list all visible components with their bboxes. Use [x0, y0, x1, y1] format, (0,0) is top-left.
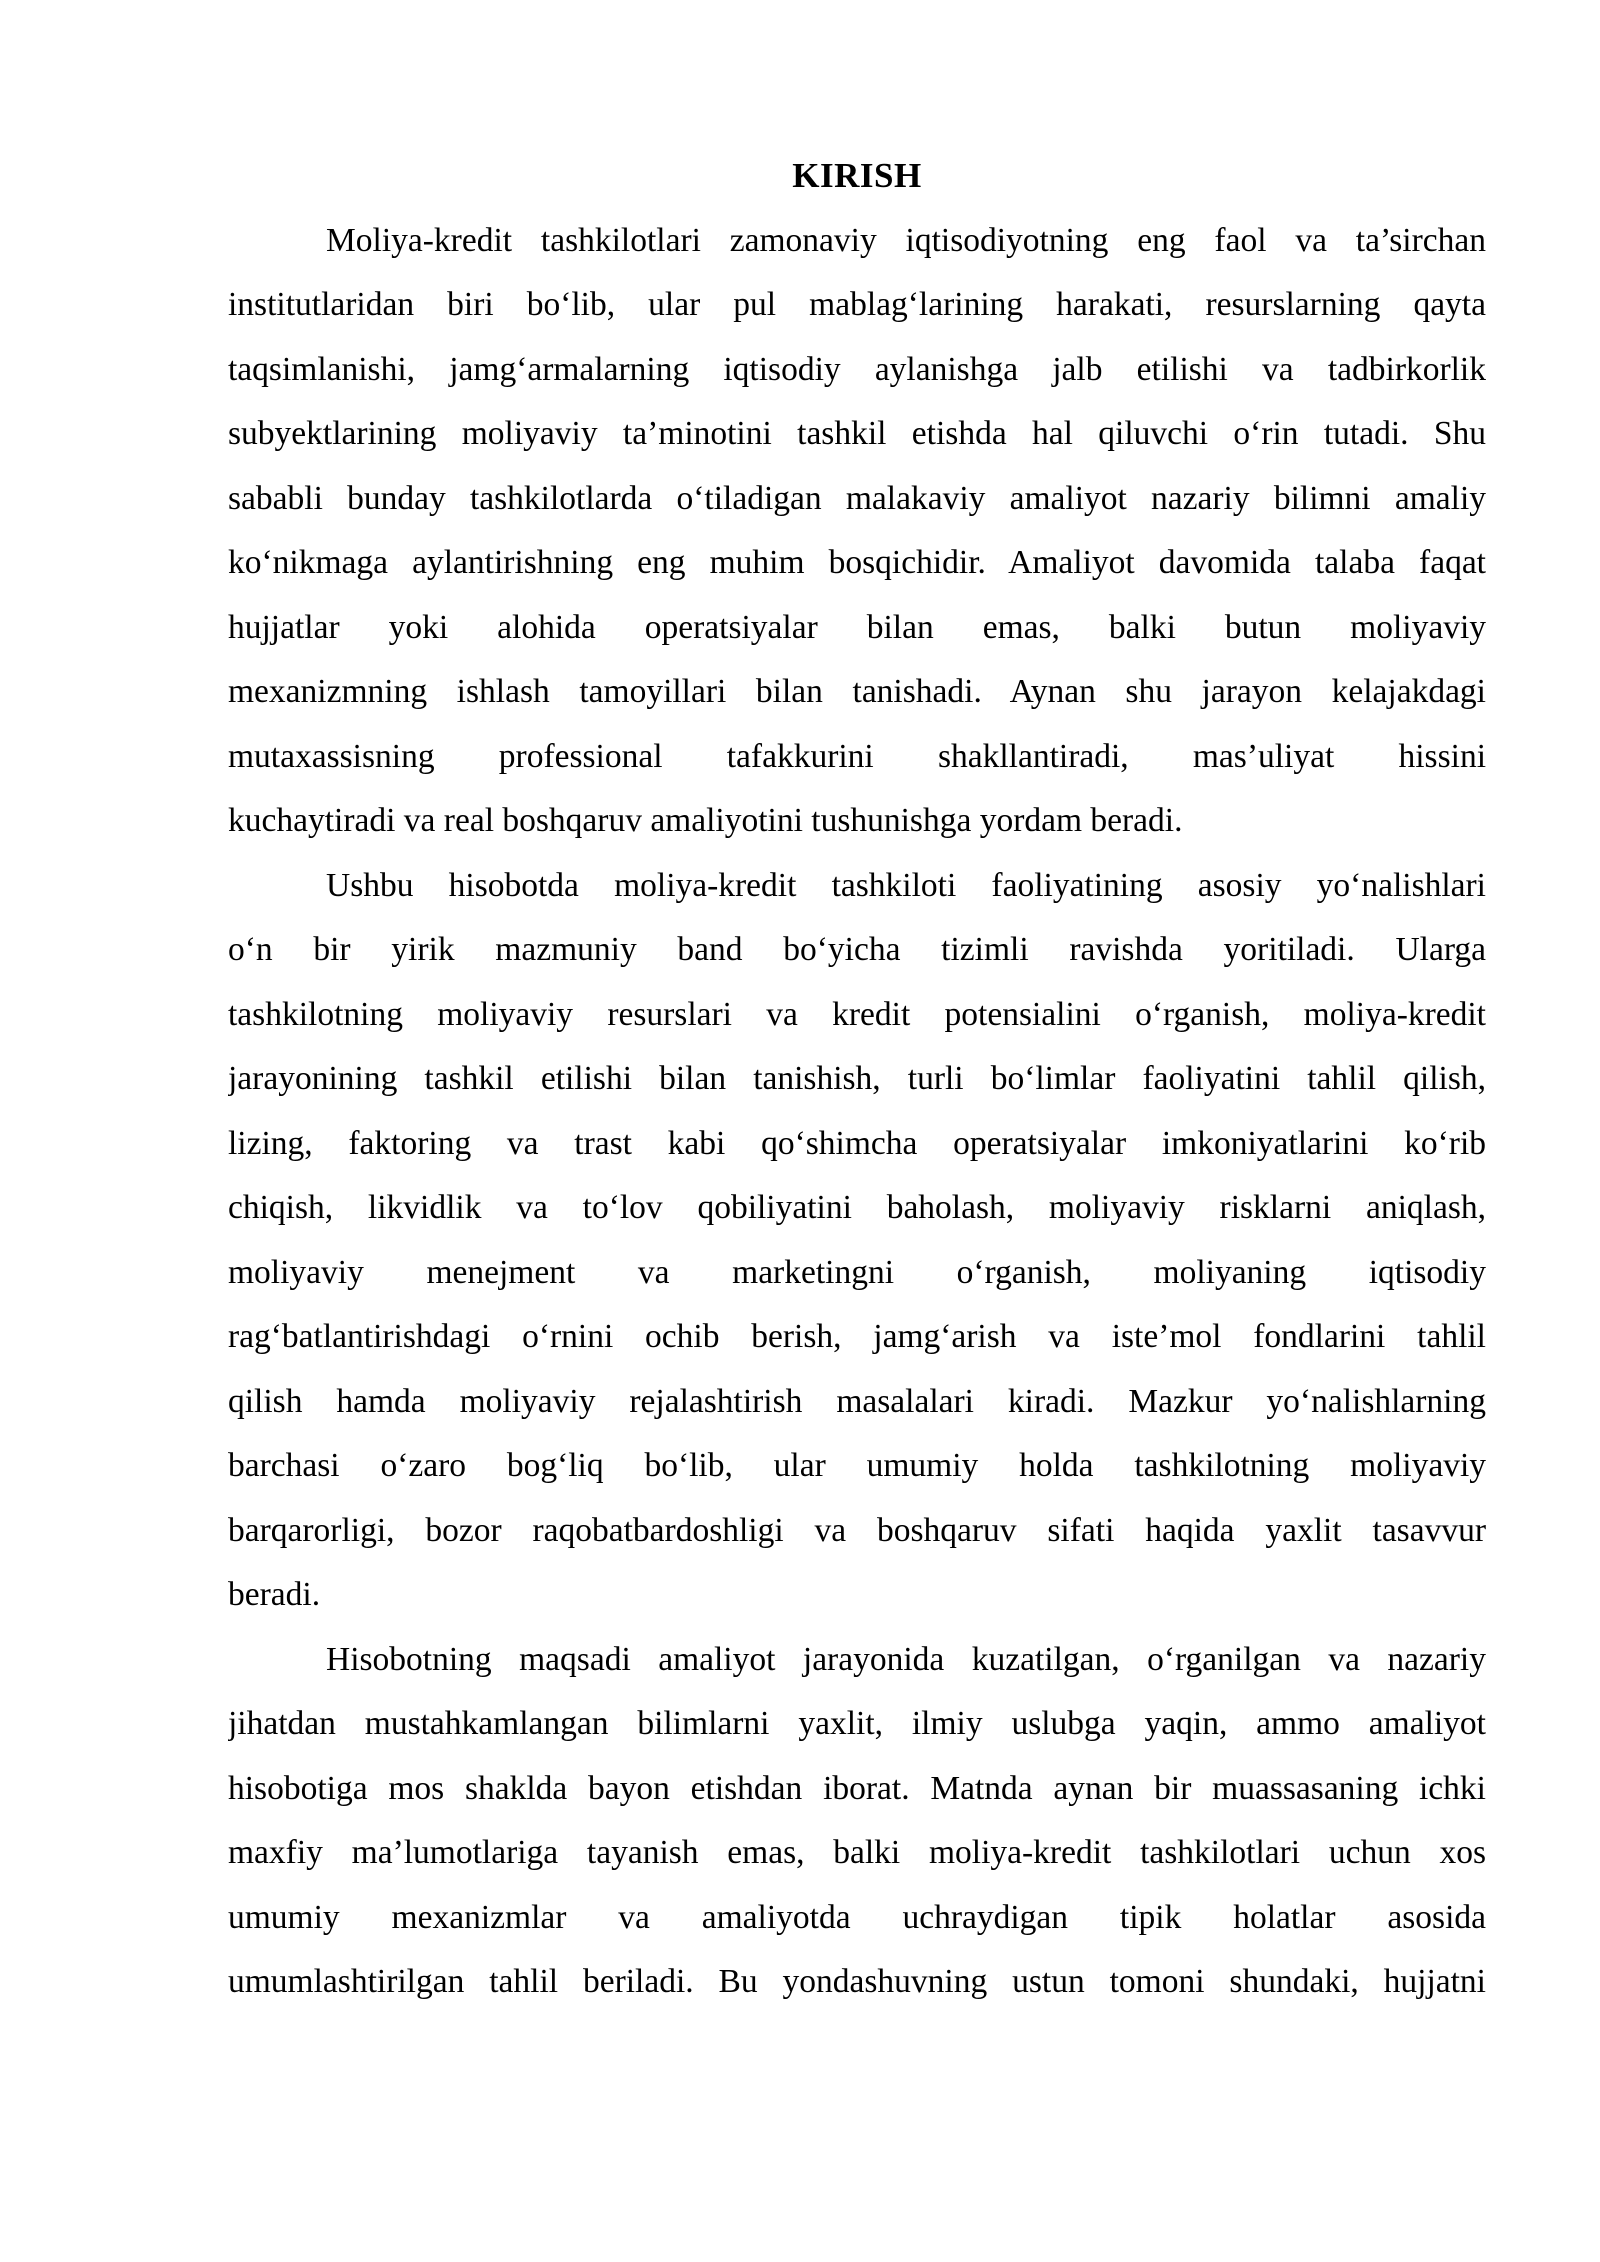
- text-line-p2-l12: beradi.: [228, 1576, 321, 1613]
- paragraph-2: [228, 854, 1486, 1628]
- text-line-p2-l6: chiqish, likvidlik va to‘lov qobiliyatini baholash, moliyaviy risklarni aniqlash,: [228, 1189, 1486, 1226]
- text-line-p1-l2: institutlaridan biri bo‘lib, ular pul mablag‘larining harakati, resurslarning qayta: [228, 286, 1486, 323]
- text-line-p3-l2: jihatdan mustahkamlangan bilimlarni yaxlit, ilmiy uslubga yaqin, ammo amaliyot: [228, 1705, 1486, 1742]
- text-line-p1-l6: ko‘nikmaga aylantirishning eng muhim bosqichidir. Amaliyot davomida talaba faqat: [228, 544, 1486, 581]
- page-title: KIRISH: [792, 156, 922, 195]
- text-line-p2-l4: jarayonining tashkil etilishi bilan tanishish, turli bo‘limlar faoliyatini tahlil qilish,: [228, 1060, 1486, 1097]
- text-line-p2-l7: moliyaviy menejment va marketingni o‘rganish, moliyaning iqtisodiy: [228, 1253, 1486, 1291]
- paragraph-3: [228, 1628, 1486, 2015]
- text-line-p1-l8: mexanizmning ishlash tamoyillari bilan tanishadi. Aynan shu jarayon kelajakdagi: [228, 673, 1486, 710]
- text-line-p3-l6: umumlashtirilgan tahlil beriladi. Bu yondashuvning ustun tomoni shundaki, hujjatni: [228, 1963, 1486, 2000]
- text-line-p2-l2: o‘n bir yirik mazmuniy band bo‘yicha tizimli ravishda yoritiladi. Ularga: [228, 931, 1486, 968]
- text-line-p1-l7: hujjatlar yoki alohida operatsiyalar bilan emas, balki butun moliyaviy: [228, 608, 1486, 646]
- text-line-p1-l3: taqsimlanishi, jamg‘armalarning iqtisodiy aylanishga jalb etilishi va tadbirkorlik: [228, 350, 1486, 388]
- text-line-p1-l9: mutaxassisning professional tafakkurini shakllantiradi, mas’uliyat hissini: [228, 737, 1486, 775]
- text-line-p1-l4: subyektlarining moliyaviy ta’minotini tashkil etishda hal qiluvchi o‘rin tutadi. Shu: [228, 415, 1486, 452]
- text-line-p3-l4: maxfiy ma’lumotlariga tayanish emas, balki moliya-kredit tashkilotlari uchun xos: [228, 1834, 1486, 1871]
- document-body: [228, 209, 1486, 2015]
- text-line-p1-l10: kuchaytiradi va real boshqaruv amaliyotini tushunishga yordam beradi.: [228, 802, 1183, 839]
- text-line-p1-l1: Moliya-kredit tashkilotlari zamonaviy iqtisodiyotning eng faol va ta’sirchan: [326, 221, 1486, 259]
- text-line-p3-l1: Hisobotning maqsadi amaliyot jarayonida kuzatilgan, o‘rganilgan va nazariy: [326, 1640, 1486, 1678]
- text-line-p2-l1: Ushbu hisobotda moliya-kredit tashkiloti faoliyatining asosiy yo‘nalishlari: [326, 866, 1486, 904]
- text-line-p2-l5: lizing, faktoring va trast kabi qo‘shimcha operatsiyalar imkoniyatlarini ko‘rib: [228, 1124, 1486, 1162]
- text-line-p3-l5: umumiy mexanizmlar va amaliyotda uchraydigan tipik holatlar asosida: [228, 1898, 1486, 1936]
- text-line-p3-l3: hisobotiga mos shaklda bayon etishdan iborat. Matnda aynan bir muassasaning ichki: [228, 1769, 1486, 1807]
- text-line-p2-l3: tashkilotning moliyaviy resurslari va kredit potensialini o‘rganish, moliya-kredit: [228, 995, 1486, 1033]
- text-line-p1-l5: sababli bunday tashkilotlarda o‘tiladigan malakaviy amaliyot nazariy bilimni amaliy: [228, 479, 1486, 517]
- paragraph-1: [228, 209, 1486, 854]
- text-line-p2-l8: rag‘batlantirishdagi o‘rnini ochib berish, jamg‘arish va iste’mol fondlarini tahlil: [228, 1318, 1486, 1355]
- text-line-p2-l10: barchasi o‘zaro bog‘liq bo‘lib, ular umumiy holda tashkilotning moliyaviy: [228, 1447, 1486, 1484]
- text-line-p2-l11: barqarorligi, bozor raqobatbardoshligi va boshqaruv sifati haqida yaxlit tasavvur: [228, 1511, 1486, 1549]
- text-line-p2-l9: qilish hamda moliyaviy rejalashtirish masalalari kiradi. Mazkur yo‘nalishlarning: [228, 1382, 1486, 1420]
